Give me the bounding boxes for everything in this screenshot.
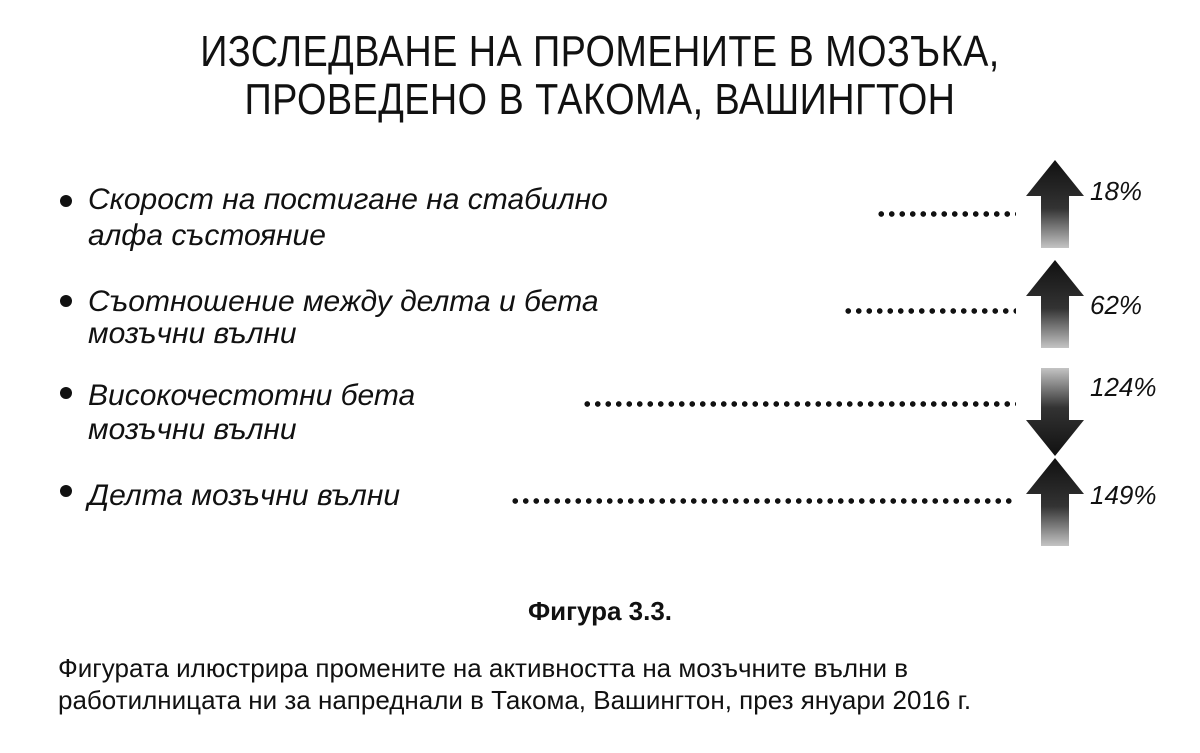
bullet-icon — [60, 195, 72, 207]
figure-label: Фигура 3.3. — [527, 596, 673, 626]
item-label-line-1: Съотношение между делта и бета — [88, 285, 599, 318]
arrow-up-icon — [1026, 160, 1084, 248]
caption-line-2: работилницата ни за напреднали в Такома, Вашингтон, през януари 2016 г. — [58, 685, 972, 715]
list-item — [0, 176, 1200, 270]
change-percent: 18% — [1090, 176, 1143, 206]
figure-caption — [58, 652, 1158, 716]
change-percent: 124% — [1090, 372, 1157, 402]
dotted-leader — [876, 211, 1016, 217]
dotted-leader — [843, 308, 1016, 314]
item-label-line-2: алфа състояние — [88, 219, 326, 252]
change-percent: 149% — [1090, 480, 1157, 510]
bullet-icon — [60, 485, 72, 497]
list-item — [0, 478, 1200, 568]
item-label-line-2: мозъчни вълни — [88, 413, 297, 446]
bullet-icon — [60, 387, 72, 399]
change-percent: 62% — [1090, 290, 1143, 320]
arrow-up-icon — [1026, 458, 1084, 546]
item-label-line-1: Скорост на постигане на стабилно — [88, 183, 608, 216]
item-label-line-1: Високочестотни бета — [88, 379, 416, 412]
item-label-line-2: мозъчни вълни — [88, 317, 297, 350]
list-item — [0, 284, 1200, 374]
bullet-icon — [60, 295, 72, 307]
diagram-title — [84, 28, 1116, 124]
arrow-down-icon — [1026, 368, 1084, 456]
title-line-2: ПРОВЕДЕНО В ТАКОМА, ВАШИНГТОН — [244, 75, 956, 124]
caption-line-1: Фигурата илюстрира промените на активността на мозъчните вълни в — [58, 653, 909, 683]
dotted-leader — [582, 401, 1016, 407]
item-label-line-1: Делта мозъчни вълни — [88, 479, 401, 512]
list-item — [0, 372, 1200, 468]
dotted-leader — [510, 498, 1016, 504]
arrow-up-icon — [1026, 260, 1084, 348]
title-line-1: ИЗСЛЕДВАНЕ НА ПРОМЕНИТЕ В МОЗЪКА, — [200, 27, 1000, 76]
